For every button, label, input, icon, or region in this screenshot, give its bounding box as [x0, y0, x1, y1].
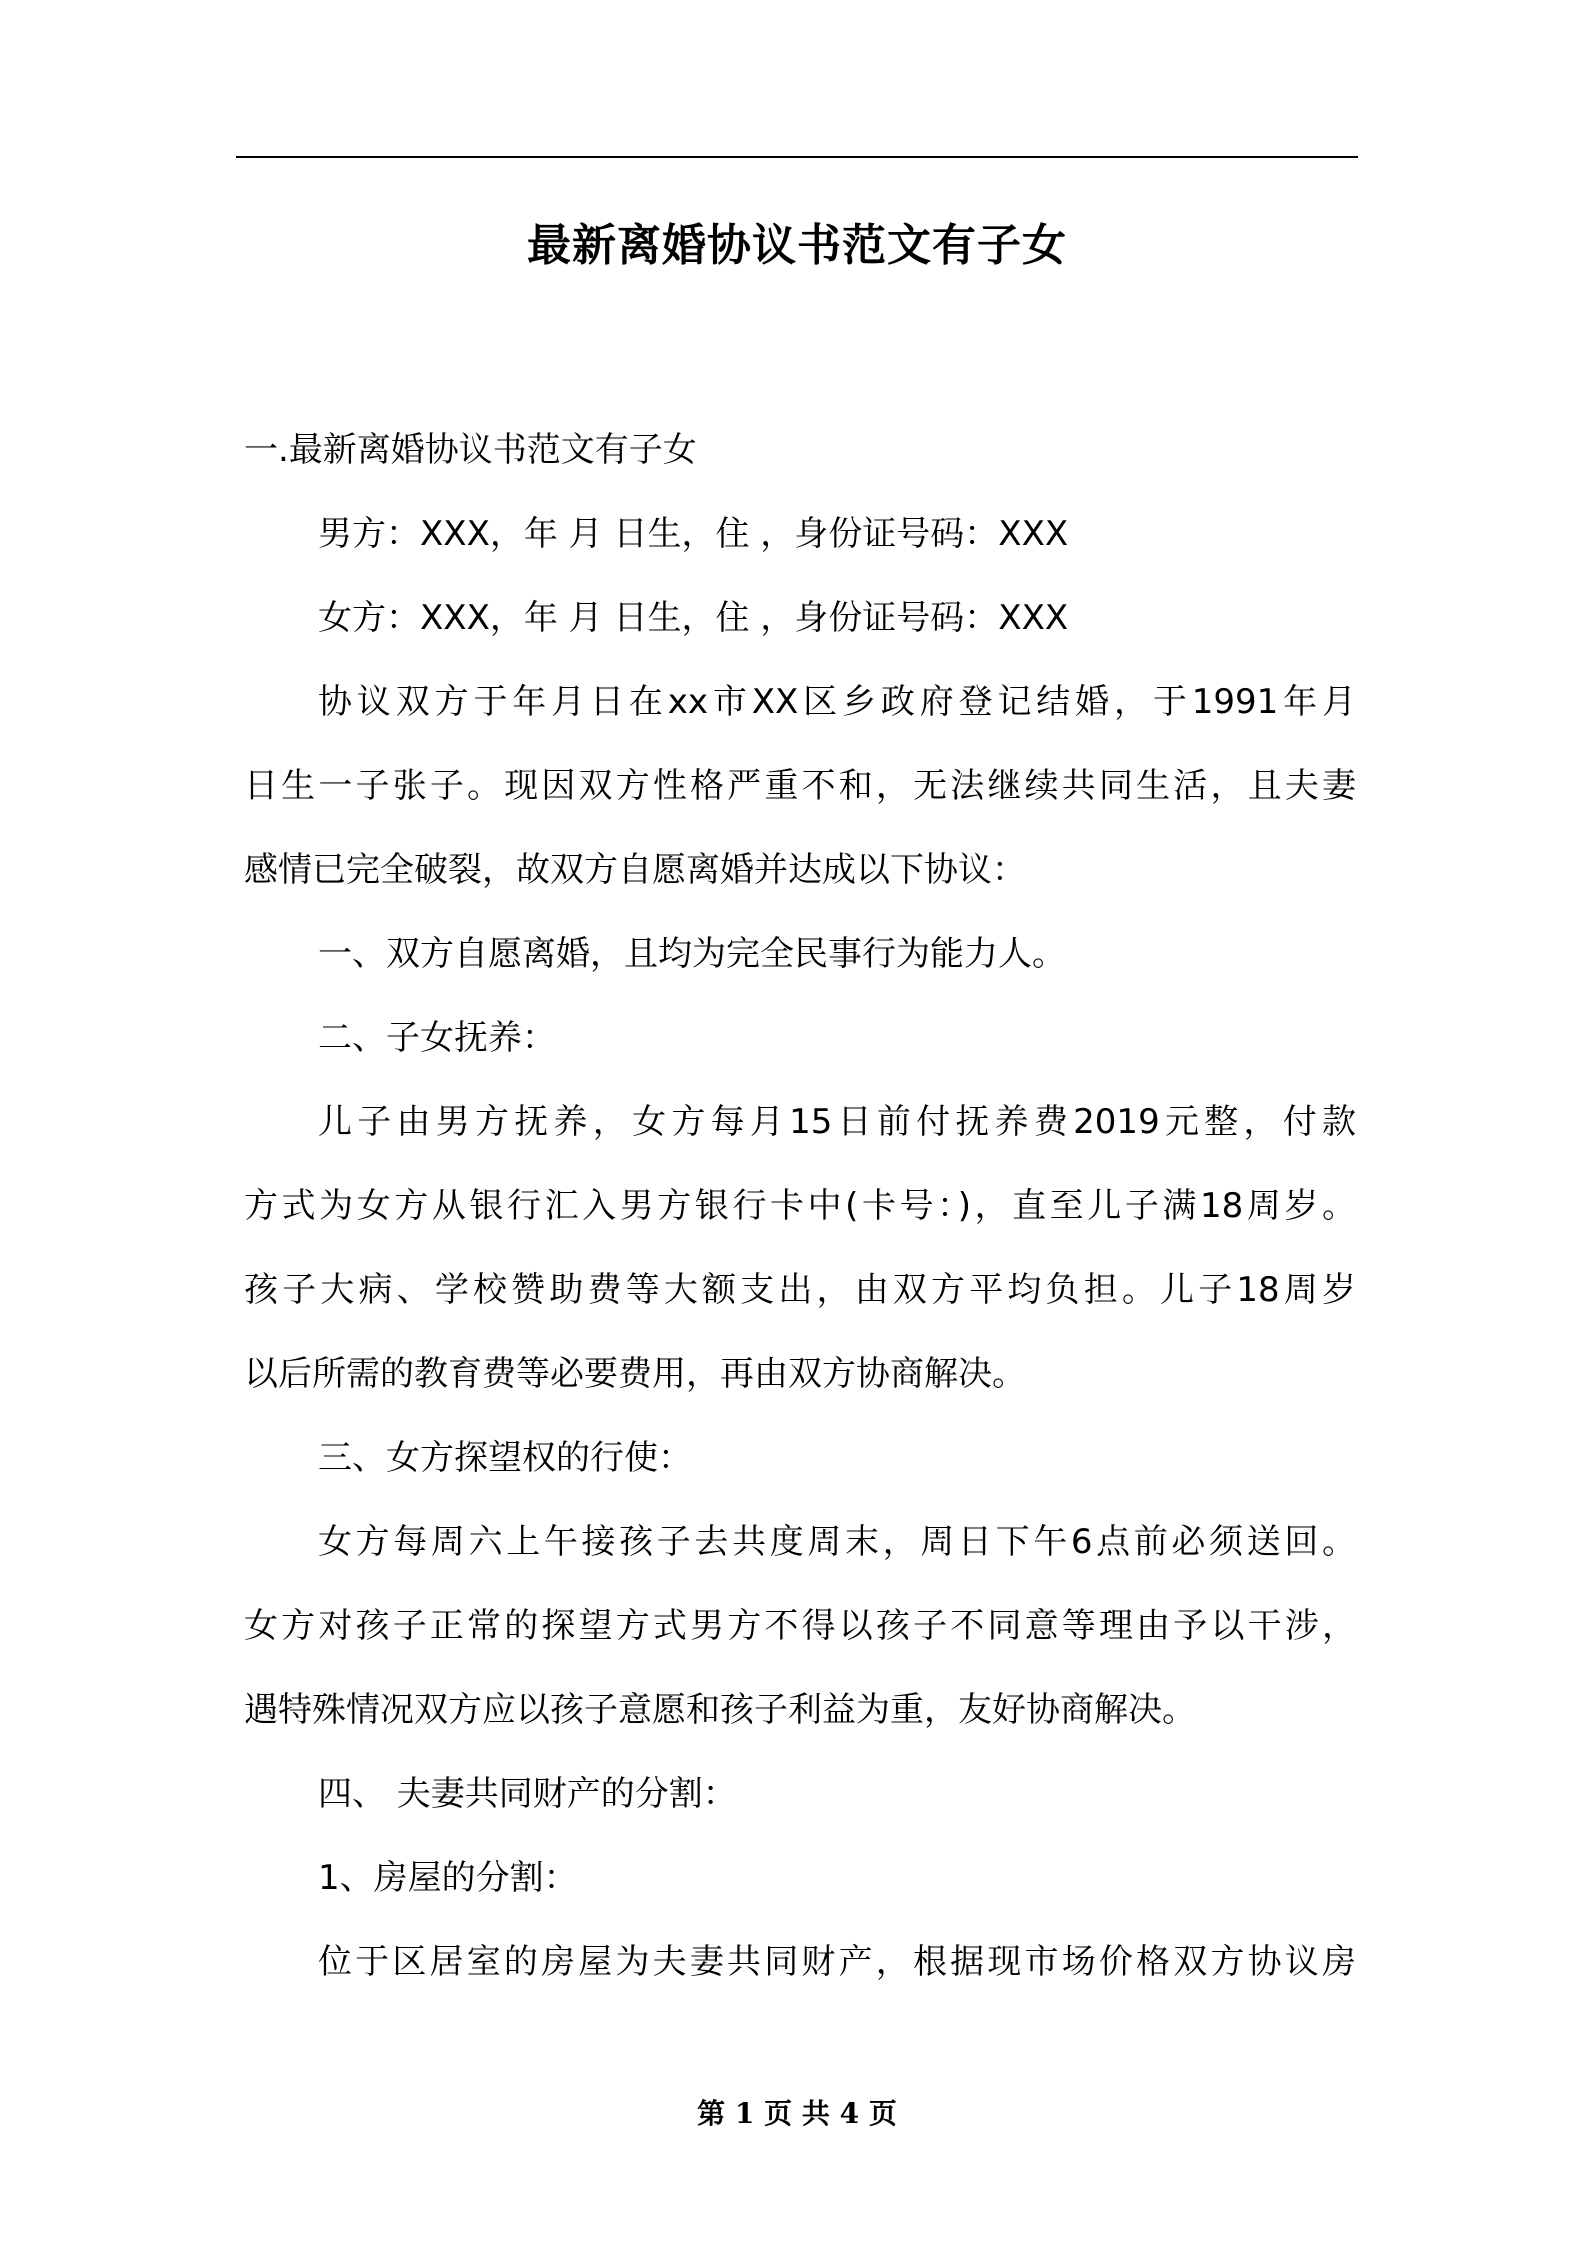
- paragraph-line: 女方每周六上午接孩子去共度周末，周日下午6点前必须送回。: [318, 1522, 1356, 1562]
- party-male-line: 男方：XXX，年 月 日生，住 ，身份证号码：XXX: [318, 514, 1069, 554]
- header-rule: [236, 156, 1358, 158]
- section-heading: 一.最新离婚协议书范文有子女: [244, 430, 697, 470]
- paragraph-line: 方式为女方从银行汇入男方银行卡中(卡号：)，直至儿子满18周岁。: [244, 1186, 1356, 1226]
- clause-heading: 四、 夫妻共同财产的分割：: [318, 1774, 737, 1814]
- paragraph-line: 协议双方于年月日在xx市XX区乡政府登记结婚，于1991年月: [318, 682, 1356, 722]
- paragraph-line: 孩子大病、学校赞助费等大额支出，由双方平均负担。儿子18周岁: [244, 1270, 1356, 1310]
- page-number-footer: 第 1 页 共 4 页: [697, 2097, 897, 2130]
- paragraph-line: 儿子由男方抚养，女方每月15日前付抚养费2019元整，付款: [318, 1102, 1356, 1142]
- clause-heading: 一、双方自愿离婚，且均为完全民事行为能力人。: [318, 934, 1066, 974]
- sub-clause-heading: 1、房屋的分割：: [318, 1858, 578, 1898]
- paragraph-line: 女方对孩子正常的探望方式男方不得以孩子不同意等理由予以干涉，: [244, 1606, 1356, 1646]
- paragraph-line: 以后所需的教育费等必要费用，再由双方协商解决。: [244, 1354, 1026, 1394]
- document-body: [244, 408, 1356, 2004]
- document-title: 最新离婚协议书范文有子女: [527, 220, 1067, 271]
- clause-heading: 三、女方探望权的行使：: [318, 1438, 692, 1478]
- paragraph-line: 日生一子张子。现因双方性格严重不和，无法继续共同生活，且夫妻: [244, 766, 1356, 806]
- clause-heading: 二、子女抚养：: [318, 1018, 556, 1058]
- paragraph-line: 位于区居室的房屋为夫妻共同财产，根据现市场价格双方协议房: [318, 1942, 1356, 1982]
- paragraph-line: 感情已完全破裂，故双方自愿离婚并达成以下协议：: [244, 850, 1026, 890]
- party-female-line: 女方：XXX，年 月 日生，住 ，身份证号码：XXX: [318, 598, 1069, 638]
- paragraph-line: 遇特殊情况双方应以孩子意愿和孩子利益为重，友好协商解决。: [244, 1690, 1196, 1730]
